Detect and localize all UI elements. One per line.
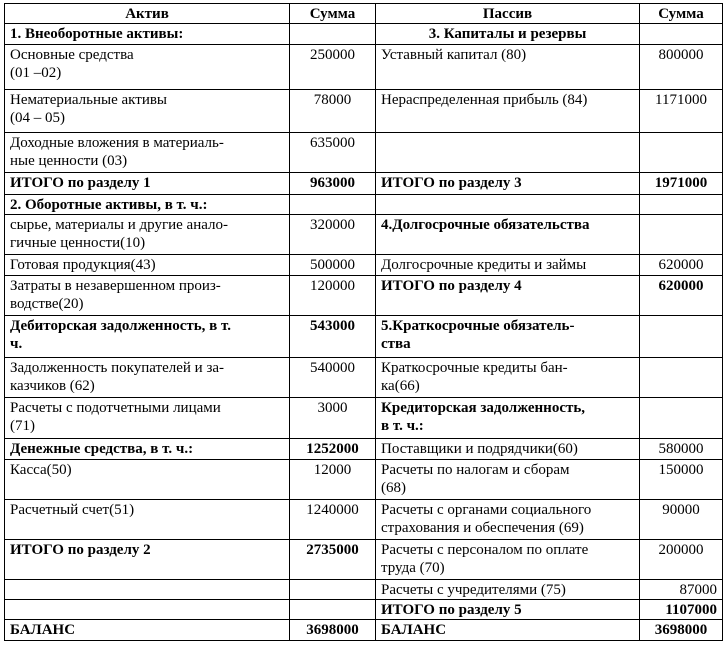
table-row — [5, 460, 723, 500]
balance-sheet-table — [4, 3, 723, 641]
liabilities-sum-header: Сумма — [640, 4, 723, 24]
liability-total-label: ИТОГО по разделу 4 — [376, 276, 640, 316]
table-row — [5, 580, 723, 600]
liability-section-heading: 4.Долгосрочные обязательства — [376, 215, 640, 255]
asset-label: Расчеты с подотчетными лицами (71) — [5, 398, 290, 439]
asset-value: 1240000 — [290, 500, 376, 540]
asset-value — [290, 24, 376, 45]
asset-total-label: ИТОГО по разделу 1 — [5, 173, 290, 195]
asset-label: Расчетный счет(51) — [5, 500, 290, 540]
asset-value: 78000 — [290, 90, 376, 133]
liability-value — [640, 215, 723, 255]
liability-total-value: 1107000 — [640, 600, 723, 620]
table-row — [5, 276, 723, 316]
liability-value — [640, 133, 723, 173]
liability-value: 200000 — [640, 540, 723, 580]
liability-label: Расчеты с органами социального страхования и обеспечения (69) — [376, 500, 640, 540]
liability-value: 1171000 — [640, 90, 723, 133]
asset-value: 3000 — [290, 398, 376, 439]
asset-label: Нематериальные активы (04 – 05) — [5, 90, 290, 133]
asset-value — [290, 195, 376, 215]
liabilities-header: Пассив — [376, 4, 640, 24]
liability-value — [640, 358, 723, 398]
header-row — [5, 4, 723, 24]
liability-value — [640, 195, 723, 215]
liability-balance-value: 3698000 — [640, 620, 723, 641]
liability-section-heading: 5.Краткосрочные обязатель- ства — [376, 316, 640, 358]
asset-total-value: 543000 — [290, 316, 376, 358]
asset-value: 120000 — [290, 276, 376, 316]
table-row — [5, 173, 723, 195]
asset-value: 320000 — [290, 215, 376, 255]
asset-value: 500000 — [290, 255, 376, 276]
asset-label: Затраты в незавершенном произ- водстве(20) — [5, 276, 290, 316]
table-row — [5, 215, 723, 255]
liability-label: Поставщики и подрядчики(60) — [376, 439, 640, 460]
liability-label: Долгосрочные кредиты и займы — [376, 255, 640, 276]
table-row — [5, 90, 723, 133]
asset-total-label: ИТОГО по разделу 2 — [5, 540, 290, 580]
liability-label — [376, 195, 640, 215]
liability-value — [640, 316, 723, 358]
table-row — [5, 24, 723, 45]
asset-section-heading: Денежные средства, в т. ч.: — [5, 439, 290, 460]
table-row — [5, 398, 723, 439]
asset-label — [5, 580, 290, 600]
assets-header: Актив — [5, 4, 290, 24]
liability-label: Уставный капитал (80) — [376, 45, 640, 90]
asset-value — [290, 580, 376, 600]
asset-label: сырье, материалы и другие анало- гичные ценности(10) — [5, 215, 290, 255]
liability-total-value: 620000 — [640, 276, 723, 316]
liability-balance-label: БАЛАНС — [376, 620, 640, 641]
asset-value: 540000 — [290, 358, 376, 398]
liability-value: 800000 — [640, 45, 723, 90]
table-row — [5, 255, 723, 276]
liability-value: 150000 — [640, 460, 723, 500]
liability-value: 580000 — [640, 439, 723, 460]
asset-label: Касса(50) — [5, 460, 290, 500]
asset-label: Доходные вложения в материаль- ные ценности (03) — [5, 133, 290, 173]
asset-total-value: 963000 — [290, 173, 376, 195]
liability-label: Расчеты по налогам и сборам (68) — [376, 460, 640, 500]
asset-label: Готовая продукция(43) — [5, 255, 290, 276]
liability-value: 87000 — [640, 580, 723, 600]
asset-total-value: 1252000 — [290, 439, 376, 460]
asset-value: 635000 — [290, 133, 376, 173]
liability-label: Расчеты с персоналом по оплате труда (70) — [376, 540, 640, 580]
table-row — [5, 540, 723, 580]
table-row — [5, 316, 723, 358]
asset-value: 12000 — [290, 460, 376, 500]
liability-section-heading: Кредиторская задолженность, в т. ч.: — [376, 398, 640, 439]
asset-value — [290, 600, 376, 620]
asset-value: 250000 — [290, 45, 376, 90]
asset-total-value: 2735000 — [290, 540, 376, 580]
liability-label — [376, 133, 640, 173]
table-row — [5, 45, 723, 90]
liability-value — [640, 398, 723, 439]
asset-section-heading: Дебиторская задолженность, в т. ч. — [5, 316, 290, 358]
table-row — [5, 195, 723, 215]
liability-value: 620000 — [640, 255, 723, 276]
asset-label: Задолженность покупателей и за- казчиков (62) — [5, 358, 290, 398]
liability-label: Расчеты с учредителями (75) — [376, 580, 640, 600]
table-row — [5, 600, 723, 620]
table-row — [5, 620, 723, 641]
liability-label: Краткосрочные кредиты бан- ка(66) — [376, 358, 640, 398]
liability-total-value: 1971000 — [640, 173, 723, 195]
liability-total-label: ИТОГО по разделу 5 — [376, 600, 640, 620]
assets-sum-header: Сумма — [290, 4, 376, 24]
liability-total-label: ИТОГО по разделу 3 — [376, 173, 640, 195]
asset-section-heading: 1. Внеоборотные активы: — [5, 24, 290, 45]
liability-value: 90000 — [640, 500, 723, 540]
asset-section-heading: 2. Оборотные активы, в т. ч.: — [5, 195, 290, 215]
asset-balance-value: 3698000 — [290, 620, 376, 641]
table-row — [5, 500, 723, 540]
table-row — [5, 133, 723, 173]
table-row — [5, 358, 723, 398]
table-row — [5, 439, 723, 460]
liability-label: Нераспределенная прибыль (84) — [376, 90, 640, 133]
liability-value — [640, 24, 723, 45]
asset-label — [5, 600, 290, 620]
asset-balance-label: БАЛАНС — [5, 620, 290, 641]
liability-section-heading: 3. Капиталы и резервы — [376, 24, 640, 45]
asset-label: Основные средства (01 –02) — [5, 45, 290, 90]
